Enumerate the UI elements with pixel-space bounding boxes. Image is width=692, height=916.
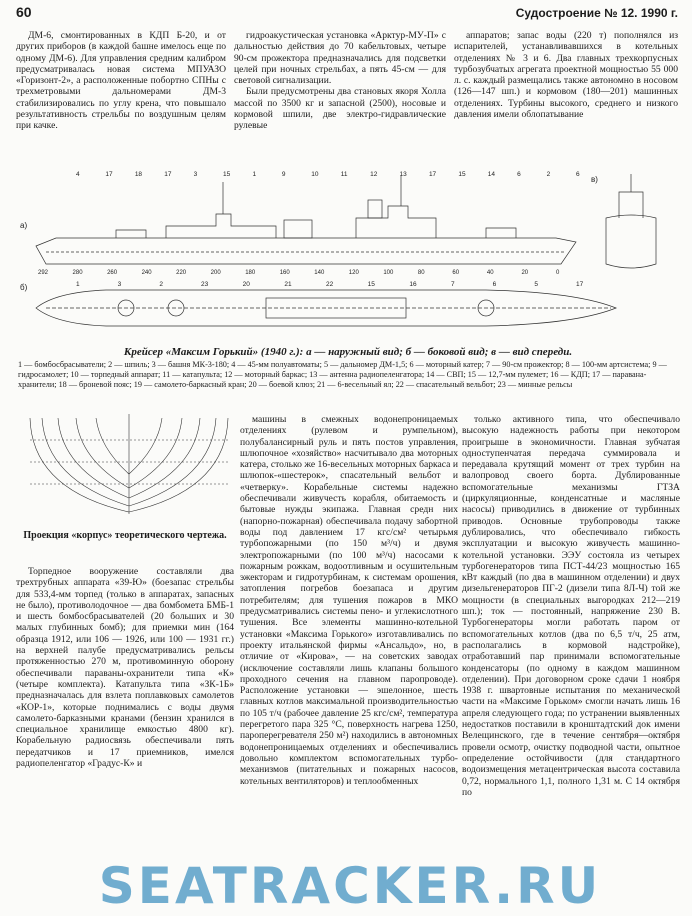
hull-caption: Проекция «корпус» теоретического чертежа. [23,530,227,541]
frame-number: 140 [314,270,325,276]
callout-number: 21 [284,281,292,288]
callout-number: 2 [159,281,163,288]
paragraph: аппаратов; запас воды (220 т) пополнялся из испарителей, устанавливавшихся в котельных отделениях № 3 и 6. Два главных трехкорпусных турбозубчатых агрегата проектной мощностью 55 000 л. с. каждый размещались также автономно в носовом (126—147 шп.) и кормовом (180—201) машинных отделениях. Турбины высокого, среднего и низкого давления имели облопатывание [454,30,678,121]
paragraph: Были предусмотрены два становых якоря Холла массой по 3500 кг и запасной (2500), носовые и кормовой шпили, две электро-гидравлические рулевые [234,86,446,132]
callout-number: 1 [76,281,80,288]
text-column-2 [234,30,446,170]
callout-number: 22 [326,281,334,288]
callout-number: 6 [517,171,521,178]
text-column-6 [462,414,680,866]
frame-number: 180 [245,270,256,276]
frame-number: 260 [107,270,118,276]
frame-number: 280 [72,270,83,276]
callout-number: 17 [164,171,172,178]
watermark: SEATRACKER.RU [98,857,602,915]
page-header [16,2,678,24]
callout-number: 14 [487,171,495,178]
callout-number: 3 [193,171,198,178]
paragraph: только активного типа, что обеспечивало высокую надежность работы при некотором проигрыше в экономичности. Главная зубчатая одноступенчатая передача суммировала и передавала крутящий момент от трех турбин на валопровод своего борта. Дублированные вспомогательные механизмы ГТЗА (циркуляционные, конденсатные и масляные насосы) приводились в движение от турбинных приводов. Основные трубопроводы также дублировались, что обеспечивало гибкость эксплуатации и высокую живучесть машинно-котельной установки. ЭЭУ состояла из четырех турбогенераторов типа ПСТ-44/23 мощностью 165 кВт каждый (по два в машинном отделении) и двух дизельгенераторов ПГ-2 (дизели типа 8Л-Ч) той же мощности (в специальных выгородках 212—219 шп.); ток — постоянный, напряжение 230 В. Турбогенераторы могли работать паром от вспомогательных котлов (два по 6,5 т/ч, 25 атм, располагались в кормовой надстройке), отработавший пар принимали вспомогательные конденсаторы (по одному в каждом машинном отделении). При договорном сроке сдачи 1 ноября 1938 г. швартовные испытания по механической части на «Максиме Горьком» смогли начать лишь 16 апреля следующего года; по устранении выявленных недостатков поставили в кронштадтский док имени Велещинского, где в течение сентября—октября провели осмотр, очистку подводной части, опытное определение остойчивости (для стандартного водоизмещения метацентрическая высота составила 0,72, нормального 1,1, полного 1,31 м. С 14 октября по [462,414,680,798]
callout-number: 6 [492,281,497,288]
frame-number: 100 [383,270,394,276]
paragraph: гидроакустическая установка «Арктур-МУ-П» с дальностью действия до 70 кабельтовых, четыре 90-см прожектора предназначались для подсветки целей при ночных стрельбах, а пять 45-см — для световой сигнализации. [234,30,446,87]
callout-number: 9 [281,171,286,178]
side-hull [36,238,576,264]
callout-number: 23 [201,281,209,288]
fore-superstructure [166,214,276,238]
callout-number: 17 [576,281,584,288]
paragraph: Торпедное вооружение составляли два трехтрубных аппарата «39-Ю» (боезапас стрельбы для 533,4-мм торпед (только в аппаратах, запасных не было), противолодочное — два бомбомета БМБ-1 и шесть бомбосбрасывателей (20 больших и 30 малых глубинных бомб); для приемки мин (164 образца 1912, или 106 — 1926, или 100 — 1931 гг.) на верхней палубе предусматривались рельсы протяженностью 270 м, противоминную оборону обеспечивали параваны-охранители типа «К» (четыре комплекта). Катапульта типа «ЗК-1Б» предназначалась для взлета поплавковых самолетов «КОР-1», которые поднимались с воды двумя самолето-барказными кранами (бензин хранился в специальное хранилище емкостью 4800 кг). Корабельную радиосвязь обеспечивали пять передатчиков и 17 приемников, имелся радиопеленгатор «Градус-К» и [16,566,234,770]
text-column-4 [16,566,234,866]
frame-number: 60 [452,270,460,276]
callout-number: 6 [576,171,580,178]
frame-number: 240 [141,270,152,276]
hull-body-plan [22,410,236,518]
callout-number: 13 [399,171,407,178]
callout-number: 15 [367,281,375,288]
callout-number: 11 [340,171,348,178]
frame-number: 220 [176,270,187,276]
text-column-1 [16,30,226,170]
cruiser-drawing [16,168,678,346]
frame-number: 40 [486,270,494,276]
callout-number: 2 [546,171,551,178]
view-label-b: б) [20,283,28,292]
callout-number: 3 [117,281,122,288]
paragraph: ДМ-6, смонтированных в КДП Б-20, и от других приборов (в каждой башне имелось еще по одному ДМ-6). Для управления средним калибром предусматривалась новая система МПУАЗО «Горизонт-2», а расположенные побортно СПНы с трехметровыми дальномерами ДМ-3 стабилизировались по углу крена, что повышало результативность стрельбы по воздушным целям при качке. [16,30,226,132]
callout-number: 20 [242,281,250,288]
journal-title: Судостроение № 12. 1990 г. [515,6,678,20]
frame-number: 160 [279,270,290,276]
frame-number: 200 [210,270,221,276]
callout-number: 15 [223,171,231,178]
callout-number: 18 [134,171,143,178]
callout-number: 7 [451,281,455,288]
callout-number: 10 [311,171,319,178]
frame-number: 80 [417,270,425,276]
text-column-5 [240,414,458,866]
front-view-hull [606,215,656,268]
frame-number: 20 [521,270,529,276]
page-number: 60 [16,4,32,20]
callout-number: 17 [105,171,113,178]
figure-legend: 1 — бомбосбрасыватели; 2 — шпиль; 3 — башня МК-3-180; 4 — 45-мм полуавтоматы; 5 — дальномер ДМ-1,5; 6 — моторный катер; 7 — 90-см прожектор; 8 — 100-мм артсистема; 9 — гидросамолет; 10 — торпедный аппарат; 11 — катапульта; 12 — моторный баркас; 13 — антенна радиопеленгатора; 14 — СВП; 15 — 12,7-мм пулемет; 16 — КДП; 17 — паравана-хранители; 18 — броневой пояс; 19 — самолето-баркасный кран; 20 — боевой клюз; 21 — 6-весельный ял; 22 — спасательный вельбот; 23 — минные рельсы [18,360,667,389]
text-column-3 [454,30,678,170]
masts [223,176,401,214]
frame-number: 292 [38,270,49,276]
callout-number: 12 [370,171,378,178]
callout-number: 16 [409,281,417,288]
view-label-v: в) [591,175,598,184]
frame-number: 120 [348,270,359,276]
funnel [368,200,382,218]
paragraph: машины в смежных водонепроницаемых отделениях (рулевом и румпельном), полубалансирный руль и пять постов управления, шлюпочное «хозяйство» насчитывало два моторных катера, столько же 16-весельных моторных баркаса и шлюпок-«шестерок», спасательный вельбот и «четверку». Корабельные системы надежно обеспечивали живучесть корабля, обитаемость и бытовые нужды экипажа. Главная средн них (напорно-пожарная) обеспечивала подачу забортной воды под давлением 17 кгс/см² четырьмя турбопожарными (по 150 м³/ч) и двумя электропожарными (по 100 м³/ч) насосами к пожарным рожкам, водоотливным и осушительным эжекторам и гидротурбинам, к системам орошения, затопления погребов боезапаса и другим потребителям; для тушения пожаров в МКО предусматривались системы пено- и углекислотного тушения. Все элементы машинно-котельной установки «Максима Горького» изготавливались по проекту итальянской фирмы «Ансальдо», но, в отличие от «Кирова», — на советских заводах (исключение составляли лишь клапаны большого проходного сечения на главном паропроводе). Расположение установки — эшелонное, шесть главных котлов максимальной производительностью по 105 т/ч (рабочее давление 25 кгс/см², температура перегретого пара 325 °С, поверхность нагрева 1250, пароперегревателя 250 м²) находились в автономных водонепроницаемых отделениях и обеспечивались довольно комплектом вспомогательных турбо-механизмов (питательных и пожарных насосов, котельных вентиляторов) и теплообменных [240,414,458,787]
frame-number: 0 [556,270,560,276]
callout-number: 5 [534,281,538,288]
catapult-block [284,220,312,238]
front-view-mast [619,174,643,218]
callout-number: 4 [76,171,80,178]
figure-caption: Крейсер «Максим Горький» (1940 г.): а — наружный вид; б — боковой вид; в — вид спереди. [123,346,573,358]
callout-number: 17 [428,171,437,178]
view-label-a: а) [20,221,28,230]
callout-number: 15 [458,171,466,178]
callout-number: 1 [252,171,257,178]
turrets [116,228,516,238]
